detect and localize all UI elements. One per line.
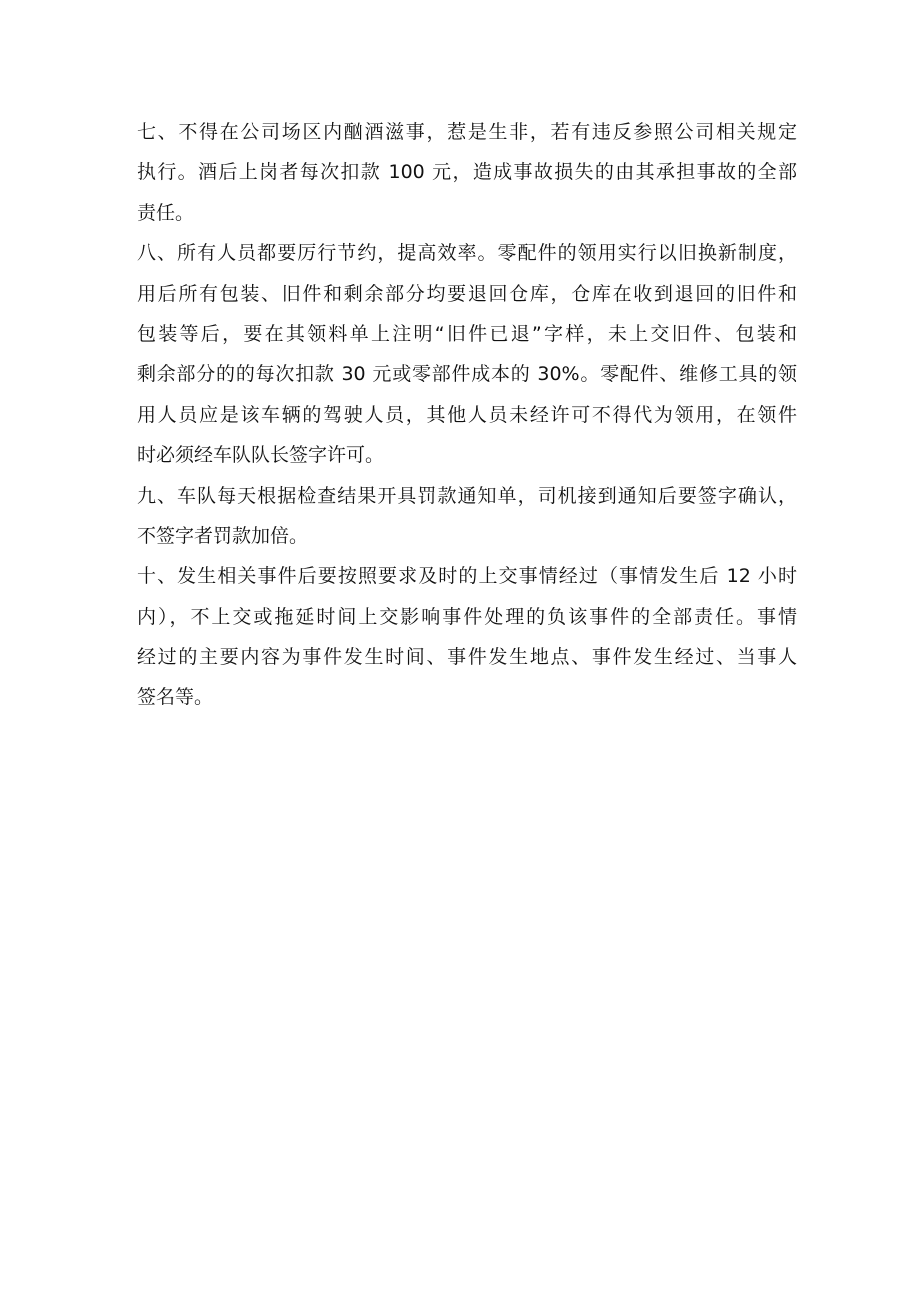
paragraph-item-7 [137,112,797,233]
paragraph-line: 签名等。 [137,686,214,709]
paragraph-item-9 [137,476,797,557]
paragraph-line: 七、不得在公司场区内酗酒滋事，惹是生非，若有违反参照公司相关规定 [137,121,797,143]
paragraph-line: 用后所有包装、旧件和剩余部分均要退回仓库，仓库在收到退回的旧件和 [137,282,797,305]
paragraph-line: 执行。酒后上岗者每次扣款 100 元，造成事故损失的由其承担事故的全部 [137,161,797,184]
paragraph-line: 经过的主要内容为事件发生时间、事件发生地点、事件发生经过、当事人 [137,646,797,669]
paragraph-item-8 [137,233,797,475]
paragraph-line: 八、所有人员都要厉行节约，提高效率。零配件的领用实行以旧换新制度， [137,242,797,265]
paragraph-line: 十、发生相关事件后要按照要求及时的上交事情经过（事情发生后 12 小时 [137,565,797,588]
paragraph-line: 剩余部分的的每次扣款 30 元或零部件成本的 30%。零配件、维修工具的领 [137,363,797,386]
paragraph-item-10 [137,556,797,718]
paragraph-line: 用人员应是该车辆的驾驶人员，其他人员未经许可不得代为领用，在领件 [137,403,797,426]
paragraph-line: 责任。 [137,201,195,224]
paragraph-line: 九、车队每天根据检查结果开具罚款通知单，司机接到通知后要签字确认， [137,484,797,507]
paragraph-line: 时必须经车队队长签字许可。 [137,444,385,467]
paragraph-line: 包装等后，要在其领料单上注明“旧件已退”字样，未上交旧件、包装和 [137,322,797,345]
paragraph-line: 内），不上交或拖延时间上交影响事件处理的负该事件的全部责任。事情 [137,605,797,628]
paragraph-line: 不签字者罚款加倍。 [137,524,309,547]
document-body [137,112,797,718]
